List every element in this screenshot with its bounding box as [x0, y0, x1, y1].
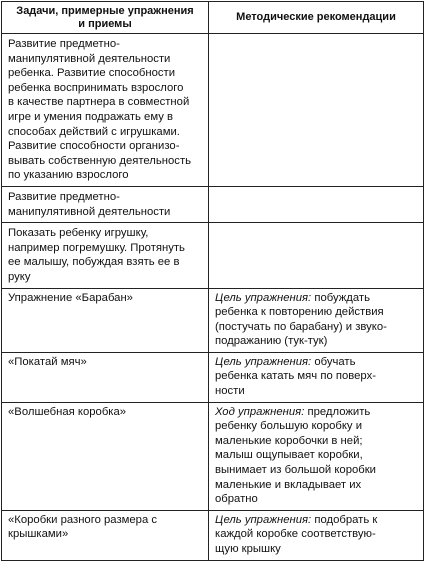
table-row	[2, 186, 424, 222]
recommendation-cell	[209, 223, 424, 288]
task-cell: Развитие предметно- манипулятивной деятельности ребенка. Развитие способности ребенка воспринимать взрослого в качестве партнера в совместной игре и умения подражать ему в способах действий с игрушками. Развитие способности организо- вывать собственную деятельность по указанию взрослого	[2, 34, 209, 187]
table-row	[2, 510, 424, 560]
recommendation-cell	[209, 34, 424, 187]
recommendation-cell	[209, 352, 424, 402]
methodology-table	[1, 1, 424, 561]
recommendation-cell	[209, 402, 424, 510]
table-row	[2, 402, 424, 510]
header-tasks: Задачи, примерные упражнения и приемы	[2, 2, 209, 34]
table-row	[2, 34, 424, 187]
recommendation-label: Цель упражнения:	[215, 513, 312, 526]
task-cell: Развитие предметно- манипулятивной деятельности	[2, 186, 209, 222]
recommendation-label: Цель упражнения:	[215, 291, 312, 304]
recommendation-cell	[209, 288, 424, 352]
task-cell: «Коробки разного размера с крышками»	[2, 510, 209, 560]
task-cell: «Покатай мяч»	[2, 352, 209, 402]
table-row	[2, 223, 424, 288]
task-cell: Показать ребенку игрушку, например погремушку. Протянуть ее малышу, побуждая взять ее в руку	[2, 223, 209, 288]
table-header-row	[2, 2, 424, 34]
recommendation-cell	[209, 510, 424, 560]
table-row	[2, 288, 424, 352]
recommendation-label: Ход упражнения:	[215, 405, 305, 418]
recommendation-text: предложить ребенку большую коробку и маленькие коробочки в ней; малыш ощупывает коробки, вынимает из большой коробки маленькие и вкладывает их обратно	[215, 405, 376, 506]
recommendation-text: подобрать к каждой коробке соответствую- щую крышку	[215, 513, 378, 555]
header-recommendations: Методические рекомендации	[209, 2, 424, 34]
recommendation-label: Цель упражнения:	[215, 355, 312, 368]
recommendation-text: побуждать ребенка к повторению действия (постучать по барабану) и звуко- подражанию (тук-тук)	[215, 291, 387, 348]
task-cell: Упражнение «Барабан»	[2, 288, 209, 352]
recommendation-text: обучать ребенка катать мяч по поверх- ности	[215, 355, 376, 398]
table-row	[2, 352, 424, 402]
recommendation-cell	[209, 186, 424, 222]
task-cell: «Волшебная коробка»	[2, 402, 209, 510]
